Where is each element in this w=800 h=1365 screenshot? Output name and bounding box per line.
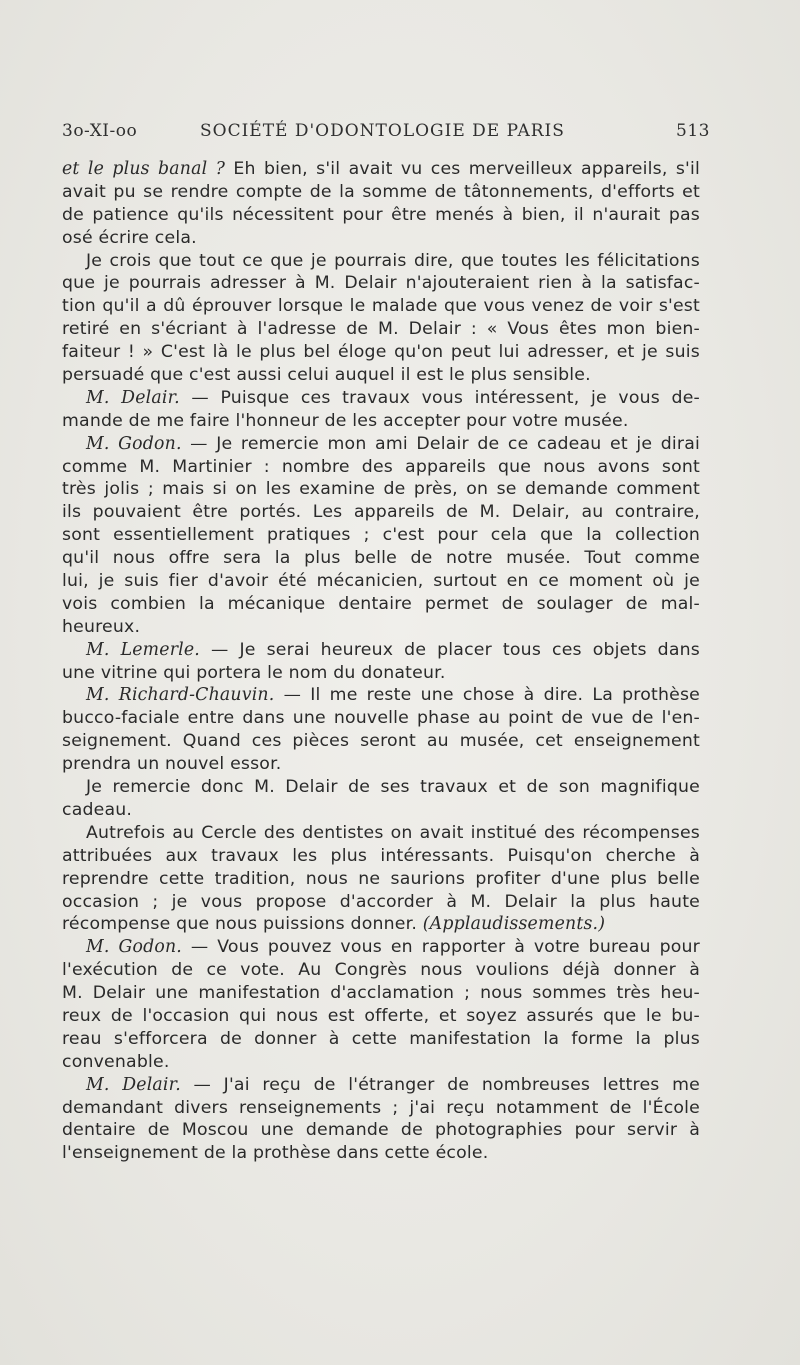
text-line [62,913,700,936]
text-line [62,593,700,616]
text-segment: avait pu se rendre compte de la somme de tâtonnements, d'efforts et [62,181,700,202]
text-segment: Eh bien, s'il avait vu ces merveilleux appareils, s'il [225,159,700,179]
text-segment: comme M. Martinier : nombre des appareils que nous avons sont [62,456,700,477]
text-segment: vois combien la mécanique dentaire permet de soulager de mal- [62,593,700,614]
paragraph [62,684,700,776]
text-segment: convenable. [62,1051,170,1072]
italic-segment: M. Godon. [86,937,182,958]
text-segment: faiteur ! » C'est là le plus bel éloge qu'on peut lui adresser, et je suis [62,342,700,363]
text-segment: récompense que nous puissions donner. [62,914,423,935]
text-segment: heureux. [62,616,141,637]
paragraph [62,250,700,387]
body-text [62,158,700,1165]
text-line [62,662,700,685]
text-line [62,1119,700,1142]
text-line [62,1028,700,1051]
header-date: 3o-XI-oo [62,121,138,141]
text-segment: M. Delair une manifestation d'acclamation ; nous sommes très heu- [62,983,700,1004]
text-segment: Je crois que tout ce que je pourrais dire, que toutes les félicitations [86,250,700,271]
italic-segment: M. Lemerle. [86,639,200,660]
italic-segment: et le plus banal ? [62,159,226,179]
text-line [62,364,700,387]
text-line [62,936,700,959]
text-segment: Je remercie donc M. Delair de ses travaux et de son magnifique [86,777,700,798]
text-segment: mande de me faire l'honneur de les accepter pour votre musée. [62,410,629,431]
text-line [62,1074,700,1097]
header-society: SOCIÉTÉ D'ODONTOLOGIE DE PARIS [200,121,565,141]
text-line [62,158,700,181]
italic-segment: M. Delair. [86,1074,181,1095]
text-line [62,547,700,570]
text-segment: sont essentiellement pratiques ; c'est pour cela que la collection [62,525,700,546]
text-line [62,959,700,982]
text-segment: — Puisque ces travaux vous intéressent, je vous de- [179,387,700,408]
text-line [62,730,700,753]
text-line [62,250,700,273]
text-line [62,616,700,639]
text-line [62,387,700,410]
italic-segment: (Applaudissements.) [422,914,606,935]
text-line [62,799,700,822]
text-line [62,1051,700,1074]
text-segment: — Je remercie mon ami Delair de ce cadeau et je dirai [181,433,700,454]
text-segment: dentaire de Moscou une demande de photographies pour servir à [62,1120,700,1141]
text-segment: — Vous pouvez vous en rapporter à votre bureau pour [181,937,700,958]
italic-segment: M. Godon. [86,433,182,454]
text-segment: reux de l'occasion qui nous est offerte, et soyez assurés que le bu- [62,1005,700,1026]
text-segment: bucco-faciale entre dans une nouvelle phase au point de vue de l'en- [62,708,700,729]
italic-segment: M. Delair. [86,387,180,408]
text-segment: retiré en s'écriant à l'adresse de M. Delair : « Vous êtes mon bien- [62,319,700,340]
text-line [62,776,700,799]
paragraph [62,387,700,433]
text-segment: persuadé que c'est aussi celui auquel il est le plus sensible. [62,365,591,386]
paragraph [62,776,700,822]
text-line [62,845,700,868]
text-line [62,410,700,433]
text-line [62,684,700,707]
text-segment: de patience qu'ils nécessitent pour être menés à bien, il n'aurait pas [62,204,700,225]
text-segment: osé écrire cela. [62,227,197,248]
text-segment: prendra un nouvel essor. [62,754,282,775]
italic-segment: M. Richard-Chauvin. [86,685,275,706]
text-line [62,501,700,524]
page-number: 513 [676,121,710,141]
text-line [62,1097,700,1120]
text-segment: très jolis ; mais si on les examine de près, on se demande comment [62,479,700,500]
text-line [62,204,700,227]
text-line [62,341,700,364]
text-line [62,478,700,501]
text-segment: lui, je suis fier d'avoir été mécanicien, surtout en ce moment où je [62,571,700,592]
text-line [62,1005,700,1028]
text-line [62,295,700,318]
text-segment: qu'il nous offre sera la plus belle de notre musée. Tout comme [62,548,700,569]
text-segment: — Je serai heureux de placer tous ces objets dans [200,639,700,660]
running-header [62,121,710,147]
text-line [62,456,700,479]
text-line [62,433,700,456]
text-line [62,639,700,662]
text-segment: l'exécution de ce vote. Au Congrès nous voulions déjà donner à [62,960,700,981]
text-segment: reprendre cette tradition, nous ne saurions profiter d'une plus belle [62,868,700,889]
text-segment: ils pouvaient être portés. Les appareils de M. Delair, au contraire, [62,502,700,523]
text-segment: — Il me reste une chose à dire. La prothèse [274,685,700,706]
text-segment: demandant divers renseignements ; j'ai reçu notamment de l'École [62,1097,700,1118]
text-line [62,318,700,341]
text-segment: une vitrine qui portera le nom du donateur. [62,662,446,683]
text-segment: Autrefois au Cercle des dentistes on avait institué des récompenses [86,822,700,843]
text-segment: que je pourrais adresser à M. Delair n'ajouteraient rien à la satisfac- [62,273,700,294]
text-line [62,1142,700,1165]
text-segment: tion qu'il a dû éprouver lorsque le malade que vous venez de voir s'est [62,296,700,317]
text-line [62,822,700,845]
text-segment: reau s'efforcera de donner à cette manifestation la forme la plus [62,1028,700,1049]
text-segment: seignement. Quand ces pièces seront au musée, cet enseignement [62,731,700,752]
text-segment: l'enseignement de la prothèse dans cette école. [62,1143,489,1164]
paragraph [62,433,700,639]
text-segment: attribuées aux travaux les plus intéressants. Puisqu'on cherche à [62,845,700,866]
paragraph [62,158,700,250]
text-line [62,181,700,204]
paragraph [62,936,700,1073]
text-segment: cadeau. [62,799,133,820]
paragraph [62,1074,700,1166]
text-line [62,891,700,914]
text-segment: — J'ai reçu de l'étranger de nombreuses lettres me [180,1074,700,1095]
text-line [62,753,700,776]
text-segment: occasion ; je vous propose d'accorder à M. Delair la plus haute [62,891,700,912]
paragraph [62,822,700,936]
text-line [62,707,700,730]
paragraph [62,639,700,685]
text-line [62,524,700,547]
text-line [62,868,700,891]
text-line [62,272,700,295]
text-line [62,570,700,593]
text-line [62,227,700,250]
text-line [62,982,700,1005]
